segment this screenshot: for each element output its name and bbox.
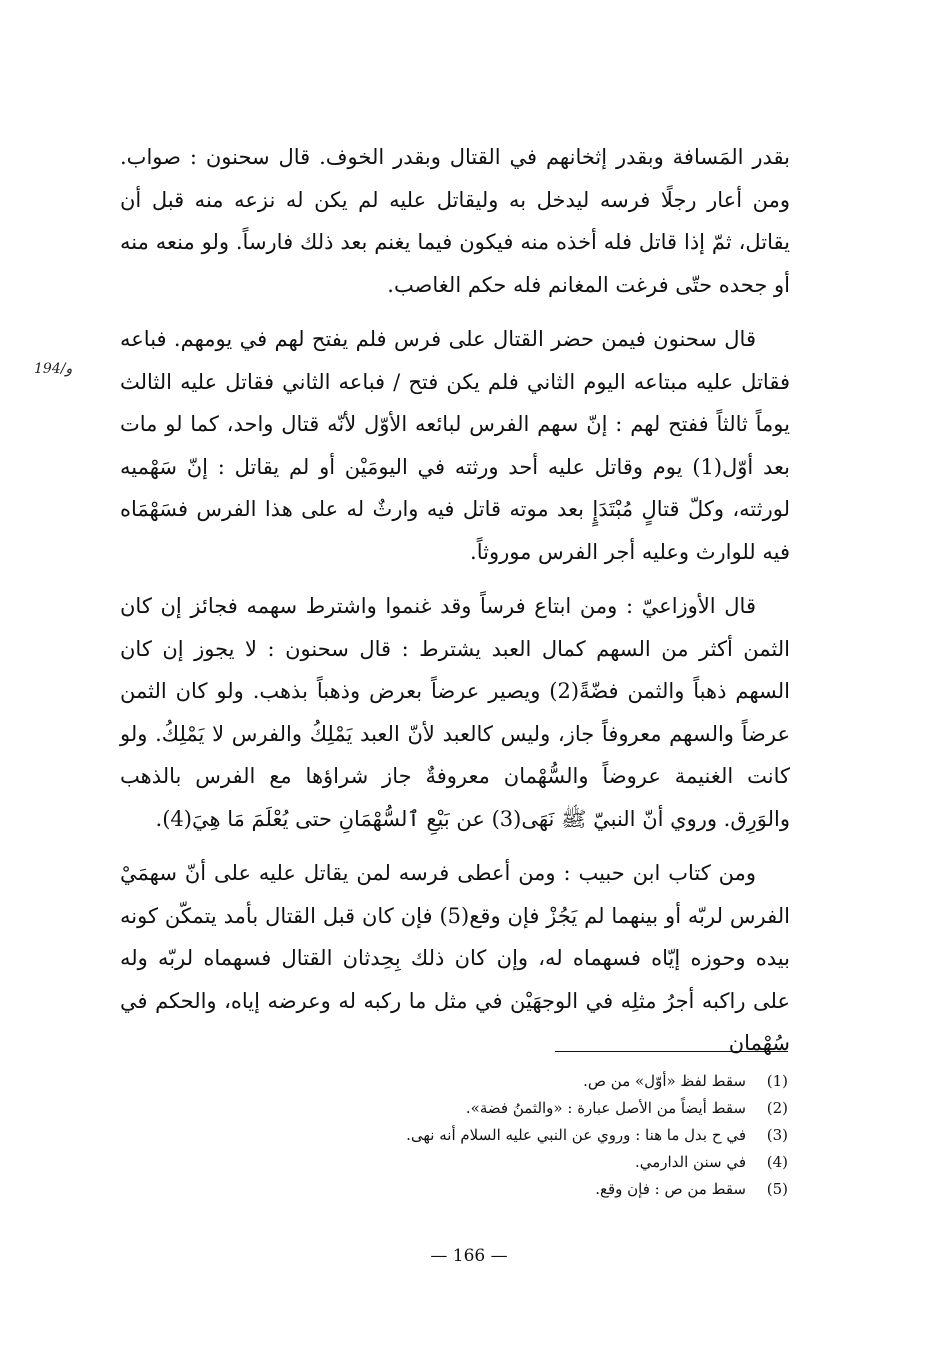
footnote-item [188,1068,788,1095]
paragraph-2: قال سحنون فيمن حضر القتال على فرس فلم يفتح لهم في يومهم. فباعه فقاتل عليه مبتاعه اليوم الثاني فلم يكن فتح / فباعه الثاني فقاتل عليه الثالث يوماً ثالثاً ففتح لهم : إنّ سهم الفرس لبائعه الأوّل لأنّه قتال واحد، كما لو مات بعد أوّل(1) يوم وقاتل عليه أحد ورثته في اليومَيْن أو لم يقاتل : إنّ سَهْميه لورثته، وكلّ قتالٍ مُبْتَدَإٍ بعد موته قاتل فيه وارثٌ له على هذا الفرس فسَهْمَاه فيه للوارث وعليه أجر الفرس موروثاً. [120,327,790,564]
footnote-item [188,1095,788,1122]
footnote-separator [555,1051,788,1052]
footnote-text: سقط لفظ «أوّل» من ص. [583,1072,746,1090]
main-text [120,136,790,1065]
footnote-number: ( 1 ) [746,1068,788,1095]
footnote-item [188,1149,788,1176]
footnote-item [188,1176,788,1203]
paragraph-4: ومن كتاب ابن حبيب : ومن أعطى فرسه لمن يقاتل عليه على أنّ سهمَيْ الفرس لربّه أو بينهما لم يَجُزْ فإن وقع(5) فإن كان قبل القتال بأمد يتمكّن كونه بيده وحوزه إيّاه فسهماه له، وإن كان ذلك بِحِدثان القتال فسهماه لربّه وله على راكبه أجرُ مثلِه في الوجهَيْن في مثل ما ركبه له وعرضه إياه، والحكم في سُهْمان [120,861,790,1055]
footnote-number: ( 4 ) [746,1149,788,1176]
footnotes [188,1068,788,1203]
footnote-text: سقط أيضاً من الأصل عبارة : «والثمنُ فضة». [465,1099,746,1117]
paragraph-1: بقدر المَسافة وبقدر إثخانهم في القتال وبقدر الخوف. قال سحنون : صواب. ومن أعار رجلًا فرسه ليدخل به وليقاتل عليه لم يكن له نزعه منه قبل أن يقاتل، ثمّ إذا قاتل فله أخذه منه فيكون فيما يغنم بعد ذلك فارساً. ولو منعه منه أو جحده حتّى فرغت المغانم فله حكم الغاصب. [120,145,790,297]
footnote-item [188,1122,788,1149]
footnote-text: في سنن الدارمي. [634,1153,746,1171]
footnote-number: ( 2 ) [746,1095,788,1122]
page-number: — 166 — [430,1246,508,1266]
footnote-text: سقط من ص : فإن وقع. [595,1180,746,1198]
folio-margin-note: 194/و [34,361,73,377]
footnote-text: في ح بدل ما هنا : وروي عن النبي عليه السلام أنه نهى. [406,1126,746,1144]
paragraph-3: قال الأوزاعيّ : ومن ابتاع فرساً وقد غنموا واشترط سهمه فجائز إن كان الثمن أكثر من السهم كمال العبد يشترط : قال سحنون : لا يجوز إن كان السهم ذهباً والثمن فضّةً(2) ويصير عرضاً بعرض وذهباً بذهب. ولو كان الثمن عرضاً والسهم معروفاً جاز، وليس كالعبد لأنّ العبد يَمْلِكُ والفرس لا يَمْلِكُ. ولو كانت الغنيمة عروضاً والسُّهْمان معروفةٌ جاز شراؤها مع الفرس بالذهب والوَرِق. وروي أنّ النبيّ ﷺ نَهَى(3) عن بَيْعِ ٱلسُّهْمَانِ حتى يُعْلَمَ مَا هِيَ(4). [120,594,790,831]
footnote-number: ( 5 ) [746,1176,788,1203]
footnote-number: ( 3 ) [746,1122,788,1149]
